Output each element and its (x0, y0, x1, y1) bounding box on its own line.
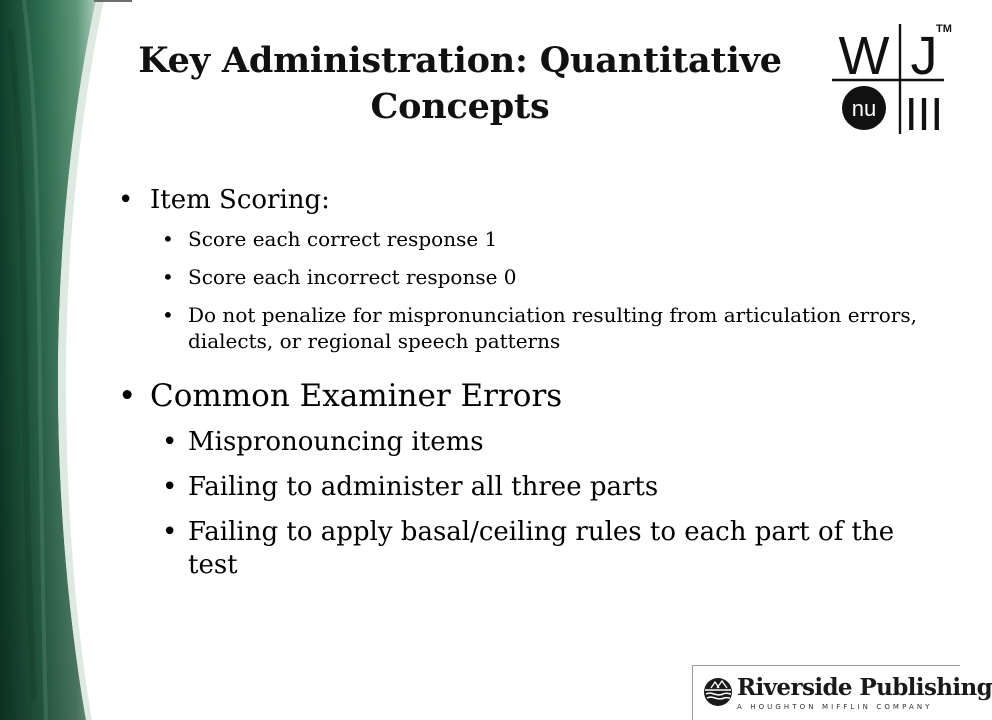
logo-roman-three: III (904, 88, 944, 140)
sub-bullet-item: • Score each incorrect response 0 (162, 264, 918, 290)
slide-title (130, 38, 790, 130)
publisher-name: Riverside Publishing (737, 674, 992, 701)
top-divider (94, 0, 132, 2)
title-line-1: Key Administration: Quantitative (138, 40, 782, 81)
title-line-2: Concepts (370, 86, 550, 127)
sub-bullet-list (162, 226, 918, 354)
logo-trademark: TM (936, 23, 952, 35)
publisher-logo (692, 665, 992, 720)
logo-letter-w: W (838, 26, 890, 86)
sub-bullet-item: • Score each correct response 1 (162, 226, 918, 252)
sub-bullet-item: • Failing to administer all three parts (162, 471, 918, 504)
sub-bullet-item: • Failing to apply basal/ceiling rules to each part of the test (162, 516, 918, 582)
sub-bullet-item: • Mispronouncing items (162, 426, 918, 459)
logo-letter-j: J (910, 26, 938, 86)
slide-body (118, 180, 918, 594)
riverside-emblem-icon (703, 677, 733, 707)
wj-iii-logo (828, 18, 954, 140)
sub-bullet-list (162, 426, 918, 582)
sub-bullet-item: • Do not penalize for mispronunciation resulting from articulation errors, dialects, or regional speech patterns (162, 302, 918, 354)
bullet-list (118, 180, 918, 582)
bullet-label: Common Examiner Errors (150, 378, 563, 414)
left-decorative-band (0, 0, 110, 720)
bullet-item-errors (118, 374, 918, 582)
publisher-tagline: A HOUGHTON MIFFLIN COMPANY (737, 703, 933, 711)
bullet-label: Item Scoring: (150, 185, 330, 215)
bullet-item-scoring (118, 180, 918, 354)
logo-nu-badge: nu (851, 96, 877, 121)
